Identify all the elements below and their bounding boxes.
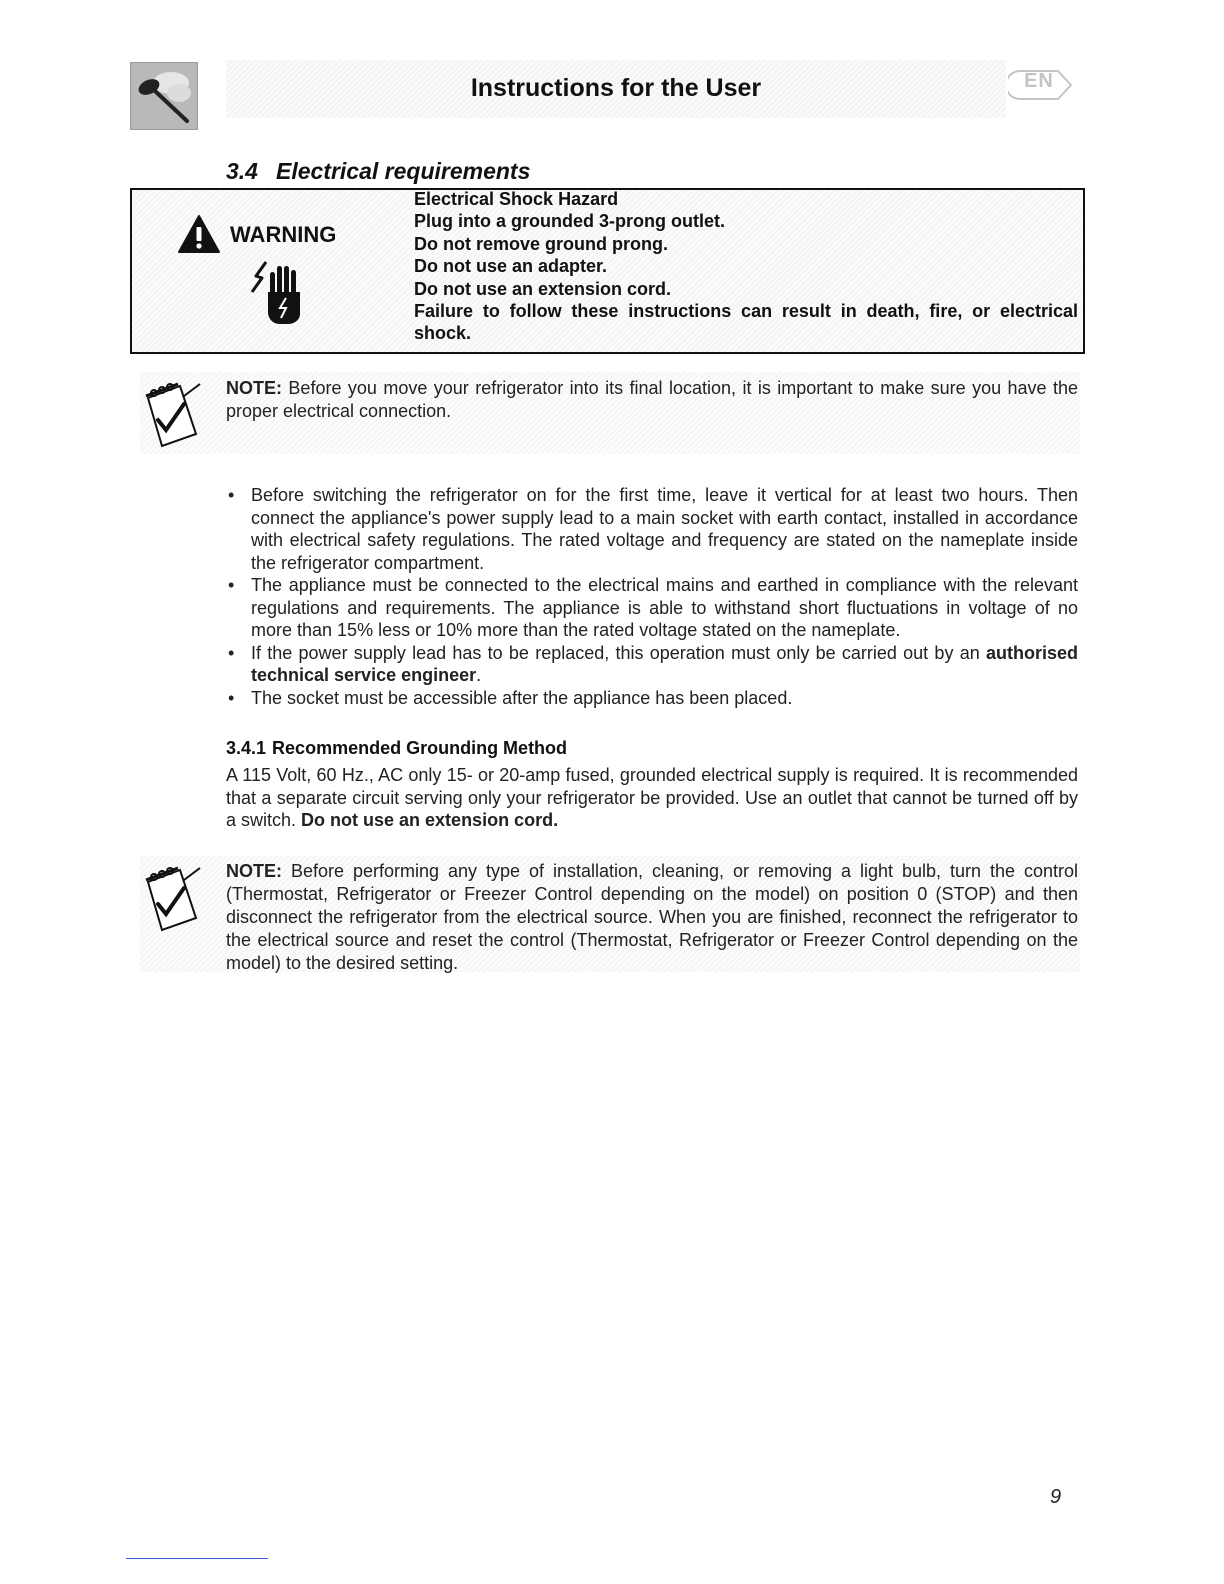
note-label: NOTE: xyxy=(226,378,282,398)
list-item: • Before switching the refrigerator on for the first time, leave it vertical for at least two hours. Then connect the appliance's power supply lead to a main socket with earth contact, installed in accordance with electrical safety regulations. The rated voltage and frequency are stated on the nameplate inside the refrigerator compartment. xyxy=(226,484,1078,574)
section-title: Electrical requirements xyxy=(275,158,531,184)
list-item xyxy=(226,642,1078,687)
warning-line-hazard: Electrical Shock Hazard xyxy=(414,189,619,209)
list-item-text: If the power supply lead has to be replaced, this operation must only be carried out by an xyxy=(251,642,986,663)
grounding-text: A 115 Volt, 60 Hz., AC only 15- or 20-amp fused, grounded electrical supply is required. It is recommended that a separate circuit serving only your refrigerator be provided. Use an outlet that cannot be turned off by a switch. xyxy=(226,765,1078,830)
warning-triangle-icon xyxy=(177,214,221,254)
warning-text xyxy=(414,188,1078,345)
page-number: 9 xyxy=(1050,1486,1062,1508)
warning-line-adapter: Do not use an adapter. xyxy=(414,256,608,277)
warning-line-consequence-end: shock. xyxy=(414,323,472,344)
warning-line-ground-prong: Do not remove ground prong. xyxy=(414,233,668,254)
language-badge: EN xyxy=(1024,70,1054,92)
grounding-paragraph xyxy=(226,764,1078,832)
note-before-moving xyxy=(226,377,1078,423)
warning-line-grounded-outlet: Plug into a grounded 3-prong outlet. xyxy=(414,211,725,232)
note-body: Before you move your refrigerator into its final location, it is important to make sure you have the proper electrical connection. xyxy=(226,378,1078,421)
subsection-number: 3.4.1 xyxy=(226,738,267,758)
section-heading xyxy=(226,158,530,185)
subsection-title: Recommended Grounding Method xyxy=(272,738,568,758)
list-item-emphasis: authorised technical service engineer xyxy=(251,642,1078,685)
grounding-emphasis: Do not use an extension cord. xyxy=(301,810,559,830)
brand-logo xyxy=(130,62,198,130)
note-label: NOTE: xyxy=(226,861,282,881)
electric-shock-hand-icon xyxy=(248,258,312,328)
notepad-checkmark-icon xyxy=(140,862,204,934)
notepad-checkmark-icon xyxy=(140,378,204,450)
page-header-title: Instructions for the User xyxy=(470,74,762,102)
section-number: 3.4 xyxy=(226,158,258,184)
note-disconnect-power xyxy=(226,860,1078,975)
spoon-chef-hat-icon xyxy=(131,63,197,129)
warning-line-consequence: Failure to follow these instructions can result in death, fire, or electrical xyxy=(414,301,1078,322)
list-item-end: . xyxy=(476,665,482,685)
warning-label: WARNING xyxy=(230,222,337,247)
requirements-list xyxy=(226,484,1078,709)
list-item: • The socket must be accessible after the appliance has been placed. xyxy=(226,687,1078,710)
subsection-heading xyxy=(226,738,567,759)
list-item: • The appliance must be connected to the electrical mains and earthed in compliance with the relevant regulations and requirements. The appliance is able to withstand short fluctuations in voltage of no more than 15% less or 10% more than the rated voltage stated on the nameplate. xyxy=(226,574,1078,642)
warning-line-extension-cord: Do not use an extension cord. xyxy=(414,278,672,299)
footer-rule xyxy=(126,1558,268,1559)
note-body: Before performing any type of installation, cleaning, or removing a light bulb, turn the control (Thermostat, Refrigerator or Freezer Control depending on the model) on position 0 (STOP) and then disconnect the refrigerator from the electrical source. When you are finished, reconnect the refrigerator to the electrical source and reset the control (Thermostat, Refrigerator or Freezer Control depending on the model) to the desired setting. xyxy=(226,861,1078,973)
